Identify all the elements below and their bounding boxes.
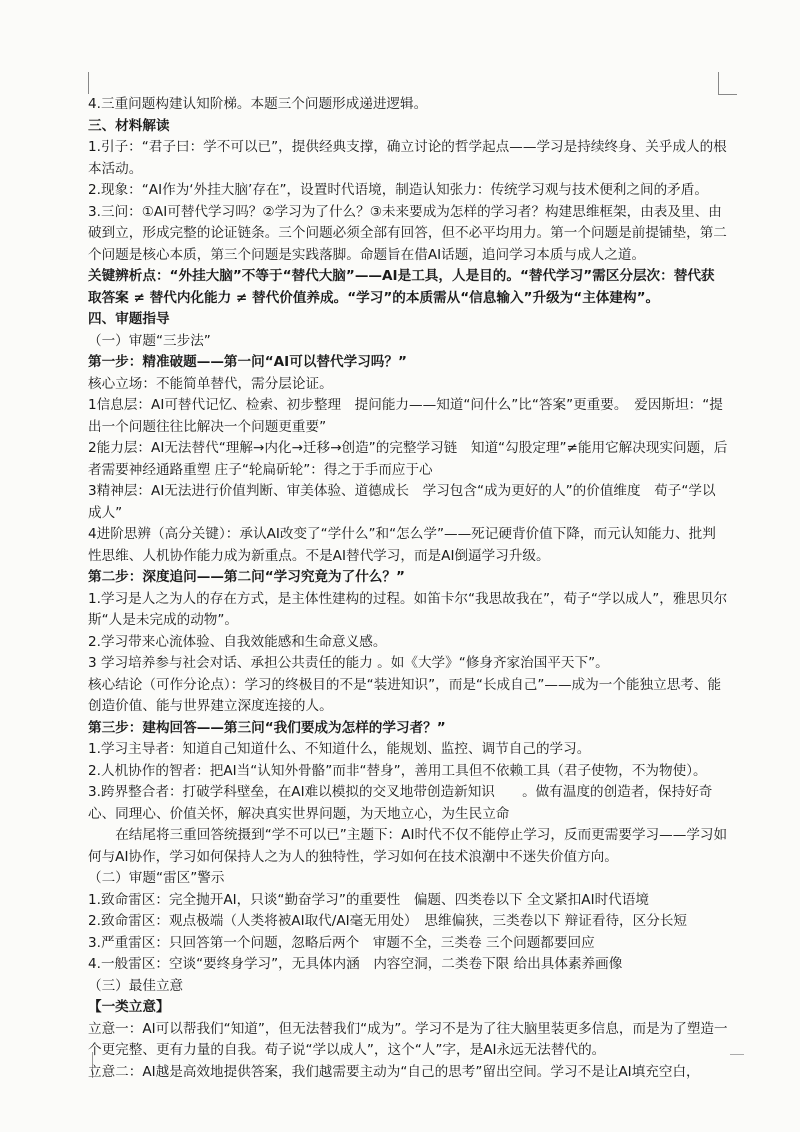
paragraph: 核心立场：不能简单替代，需分层论证。 (88, 375, 333, 392)
paragraph: 在结尾将三重回答统摄到“学不可以已”主题下：AI时代不仅不能停止学习，反而更需要学习——学习如何与AI协作，学习如何保持人之为人的独特性，学习如何在技术浪潮中不迷失价值方向。 (88, 827, 728, 865)
page-corner-mark-top-left (88, 72, 89, 94)
paragraph: 2.人机协作的智者：把AI当“认知外骨骼”而非“替身”，善用工具但不依赖工具（君子使物，不为物使）。 (88, 762, 707, 779)
paragraph: 1.学习主导者：知道自己知道什么、不知道什么，能规划、监控、调节自己的学习。 (88, 741, 591, 757)
paragraph: 2.致命雷区：观点极端（人类将被AI取代/AI毫无用处） 思维偏狭，三类卷以下 辩证看待，区分长短 (88, 913, 688, 929)
subsection-heading: 【一类立意】 (88, 999, 170, 1015)
page-corner-mark-top-right (718, 72, 737, 95)
section-heading: 四、审题指导 (88, 311, 170, 327)
section-heading: 三、材料解读 (88, 117, 170, 134)
step-heading: 第三步：建构回答——第三问“我们要成为怎样的学习者？” (88, 719, 446, 736)
paragraph: 核心结论（可作分论点）：学习的终极目的不是“装进知识”，而是“长成自己”——成为一个能独立思考、能创造价值、能与世界建立深度连接的人。 (88, 676, 722, 714)
paragraph: 3 学习培养参与社会对话、承担公共责任的能力 。如《大学》“修身齐家治国平天下”。 (88, 655, 609, 671)
paragraph: 4.三重问题构建认知阶梯。本题三个问题形成递进逻辑。 (88, 96, 428, 112)
paragraph: 3.三问：①AI可替代学习吗？②学习为了什么？③未来要成为怎样的学习者？构建思维框架，由表及里、由破到立，形成完整的论证链条。三个问题必须全部有回答，但不必平均用力。第一个问题是前提铺垫，第二个问题是核心本质，第三个问题是实践落脚。命题旨在借AI话题，追问学习本质与成人之道。 (88, 203, 727, 263)
document-body (88, 94, 728, 1083)
paragraph: 立意二：AI越是高效地提供答案，我们越需要主动为“自己的思考”留出空间。学习不是让AI填充空白， (88, 1063, 700, 1080)
paragraph: 4.一般雷区：空谈“要终身学习”，无具体内涵 内容空洞，二类卷下限 给出具体素养画像 (88, 956, 623, 972)
paragraph: 1.学习是人之为人的存在方式，是主体性建构的过程。如笛卡尔“我思故我在”，荀子“学以成人”，雅思贝尔斯“人是未完成的动物”。 (88, 590, 728, 628)
paragraph: 2能力层：AI无法替代“理解→内化→迁移→创造”的完整学习链 知道“勾股定理”≠能用它解决现实问题，后者需要神经通路重塑 庄子“轮扁斫轮”：得之于手而应于心 (88, 440, 728, 478)
step-heading: 第一步：精准破题——第一问“AI可以替代学习吗？” (88, 354, 407, 370)
paragraph: 3.跨界整合者：打破学科壁垒，在AI难以模拟的交叉地带创造新知识 。做有温度的创造者，保持好奇心、同理心、价值关怀，解决真实世界问题，为天地立心，为生民立命 (88, 784, 713, 822)
page-corner-mark-bottom-right (730, 1054, 744, 1055)
key-analysis-paragraph: 关键辨析点：“外挂大脑”不等于“替代大脑”——AI是工具，人是目的。“替代学习”需区分层次：替代获取答案 ≠ 替代内化能力 ≠ 替代价值养成。“学习”的本质需从“信息输入”升级为“主体建构”。 (88, 268, 715, 306)
paragraph: 3.严重雷区：只回答第一个问题，忽略后两个 审题不全，三类卷 三个问题都要回应 (88, 934, 595, 951)
paragraph: 1.引子：“君子曰：学不可以已”，提供经典支撑，确立讨论的哲学起点——学习是持续终身、关乎成人的根本活动。 (88, 139, 727, 177)
paragraph: 4进阶思辨（高分关键）：承认AI改变了“学什么”和“怎么学”——死记硬背价值下降，而元认知能力、批判性思维、人机协作能力成为新重点。不是AI替代学习，而是AI倒逼学习升级。 (88, 526, 716, 564)
subsection-heading: （二）审题“雷区”警示 (88, 870, 225, 886)
paragraph: 1.致命雷区：完全抛开AI，只谈“勤奋学习”的重要性 偏题、四类卷以下 全文紧扣AI时代语境 (88, 891, 649, 908)
subsection-heading: （一）审题“三步法” (88, 332, 211, 349)
paragraph: 3精神层：AI无法进行价值判断、审美体验、道德成长 学习包含“成为更好的人”的价值维度 荀子“学以成人” (88, 483, 716, 521)
paragraph: 立意一：AI可以帮我们“知道”，但无法替我们“成为”。学习不是为了往大脑里装更多信息，而是为了塑造一个更完整、更有力量的自我。荀子说“学以成人”，这个“人”字，是AI永远无法替代的。 (88, 1020, 728, 1058)
paragraph: 1信息层：AI可替代记忆、检索、初步整理 提问能力——知道“问什么”比“答案”更重要。 爱因斯坦：“提出一个问题往往比解决一个问题更重要” (88, 397, 723, 435)
subsection-heading: （三）最佳立意 (88, 977, 184, 994)
paragraph: 2.学习带来心流体验、自我效能感和生命意义感。 (88, 633, 387, 650)
step-heading: 第二步：深度追问——第二问“学习究竟为了什么？” (88, 569, 405, 585)
paragraph: 2.现象：“AI作为‘外挂大脑’存在”，设置时代语境，制造认知张力：传统学习观与技术便利之间的矛盾。 (88, 182, 708, 198)
